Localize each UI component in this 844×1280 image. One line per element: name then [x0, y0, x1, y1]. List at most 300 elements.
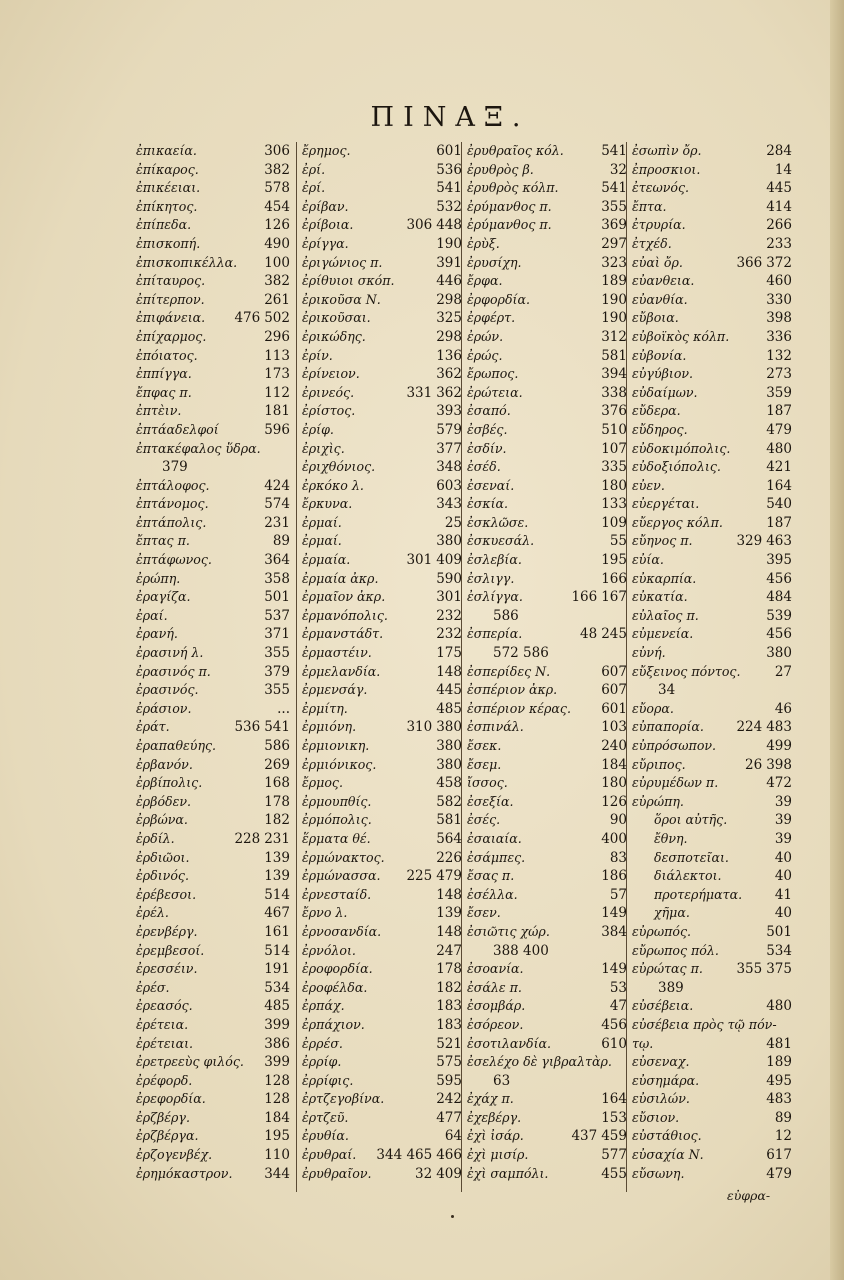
entry-page-number: 603: [436, 477, 462, 494]
entry-term: ἐρανή.: [136, 626, 178, 642]
index-entry: [302, 588, 462, 607]
entry-term: ἐρί.: [302, 161, 326, 177]
entry-page-number: 338: [601, 384, 627, 401]
entry-term: ἔπτας π.: [136, 533, 190, 549]
entry-term: ἐριγώνιος π.: [302, 254, 383, 270]
entry-term: ἐπροσκιοι.: [632, 161, 701, 177]
index-entry: [632, 272, 792, 291]
entry-page-number: 323: [601, 254, 627, 271]
entry-term: ἐρέβεσοι.: [136, 886, 197, 902]
index-entry: [302, 867, 462, 886]
index-entry: [632, 198, 792, 217]
index-entry: [302, 1146, 462, 1165]
index-entry: [632, 458, 792, 477]
entry-extra-page: 366: [736, 254, 763, 271]
entry-term: εὐανθεια.: [632, 273, 695, 289]
entry-page-number: 380: [436, 719, 462, 736]
index-entry: [467, 923, 627, 942]
entry-page-number: 479: [436, 868, 462, 885]
entry-page-number: 541: [601, 143, 627, 159]
index-entry: [302, 142, 462, 161]
entry-page-number: 534: [264, 979, 290, 996]
entry-term: εὐπρόσωπον.: [632, 738, 717, 753]
index-entry: [467, 161, 627, 180]
index-entry: [632, 440, 792, 459]
index-entry: [632, 402, 792, 421]
entry-page-number: 336: [766, 328, 792, 345]
entry-term: ἐσοανία.: [467, 961, 524, 977]
index-entry: [632, 142, 792, 161]
entry-term: ἐσκυεσάλ.: [467, 533, 535, 549]
entry-term: ἐρπάχ.: [302, 998, 345, 1014]
entry-term: ἔσεμ.: [467, 756, 502, 772]
entry-term: ἐρμώνακτος.: [302, 849, 385, 865]
entry-page-number: 380: [436, 756, 462, 773]
entry-term: ἔπφας π.: [136, 384, 192, 400]
entry-page-number: 581: [601, 347, 627, 364]
entry-page-number: 596: [264, 421, 290, 438]
entry-page-number: 139: [264, 849, 290, 866]
entry-page-number: 240: [601, 738, 627, 754]
entry-page-number: 195: [264, 1128, 290, 1145]
entry-term: ἐσλίγγα.: [467, 589, 523, 605]
index-entry: [136, 440, 290, 459]
entry-page-number: 112: [264, 384, 290, 401]
index-entry: [467, 328, 627, 347]
entry-page-number: 380: [436, 738, 462, 754]
entry-term: ἔρφα.: [467, 273, 503, 289]
entry-page-number: 391: [436, 254, 462, 271]
index-entry: [302, 718, 462, 737]
entry-term: εὐστάθιος.: [632, 1128, 702, 1144]
index-entry: [632, 495, 792, 514]
index-entry: [136, 1035, 290, 1054]
entry-term: ἴσσος.: [467, 775, 508, 791]
index-entry: [467, 1109, 627, 1128]
index-entry: [467, 793, 627, 812]
index-entry: [467, 514, 627, 533]
index-entry: [467, 644, 627, 663]
entry-term: ἐραγίζα.: [136, 589, 191, 605]
entry-page-number: 355: [264, 682, 290, 699]
entry-page-number: 364: [264, 552, 290, 569]
entry-page-number: 184: [264, 1109, 290, 1126]
entry-extra-page: 310: [406, 719, 433, 736]
entry-term: ἐρμελανδία.: [302, 663, 381, 679]
index-entry: [467, 849, 627, 868]
entry-term: ἐρύμανθος π.: [467, 217, 552, 233]
index-entry: [302, 570, 462, 589]
index-entry: [302, 198, 462, 217]
index-entry: [136, 1072, 290, 1091]
entry-term: ἐπιφάνεια.: [136, 310, 206, 326]
ink-dot: [451, 1215, 454, 1218]
index-entry: [136, 942, 290, 961]
index-entry: [632, 179, 792, 198]
index-entry: [632, 774, 792, 793]
index-entry: [467, 997, 627, 1016]
index-entry: [136, 198, 290, 217]
index-entry: [467, 291, 627, 310]
index-entry: [632, 625, 792, 644]
index-entry: [632, 867, 792, 886]
entry-page-number: 421: [766, 459, 792, 476]
entry-term: ἔπτα.: [632, 198, 667, 214]
entry-term: ἐρζβέργα.: [136, 1128, 199, 1144]
index-entry: [467, 440, 627, 459]
entry-page-number: 384: [601, 923, 627, 940]
entry-term: ἐπίτερπον.: [136, 291, 205, 307]
entry-page-number: 245: [601, 626, 627, 643]
entry-page-number: 409: [436, 1165, 462, 1182]
index-entry: [136, 1053, 290, 1072]
index-entry: [632, 365, 792, 384]
index-entry: [136, 849, 290, 868]
entry-page-number: 399: [264, 1016, 290, 1033]
entry-term: ἐρφορδία.: [467, 291, 530, 307]
entry-term: εὐκαρπία.: [632, 570, 697, 586]
entry-term: ἐπτακέφαλος ὕδρα.: [136, 440, 261, 456]
index-entry: [302, 495, 462, 514]
index-entry: [302, 365, 462, 384]
entry-term: ἐσές.: [467, 812, 501, 828]
index-entry: [136, 495, 290, 514]
entry-term: εὐσημάρα.: [632, 1072, 700, 1088]
index-entry: [632, 644, 792, 663]
index-entry: [136, 960, 290, 979]
entry-term: ἐσπινάλ.: [467, 719, 524, 735]
entry-page-number: 577: [601, 1147, 627, 1164]
entry-page-number: 395: [766, 552, 792, 569]
entry-term: ἐρμαστέιν.: [302, 645, 372, 661]
entry-page-number: 359: [766, 384, 792, 401]
entry-term: ἐρβώνα.: [136, 812, 188, 828]
index-entry: [302, 477, 462, 496]
entry-term: ἐχὶ μισίρ.: [467, 1147, 529, 1163]
entry-extra-page: 48: [580, 626, 598, 643]
entry-term: ἐσλιγγ.: [467, 570, 515, 586]
index-entry: [467, 198, 627, 217]
index-entry: [136, 570, 290, 589]
entry-page-number: 477: [436, 1109, 462, 1126]
entry-page-number: 400: [601, 830, 627, 847]
entry-page-number: 153: [601, 1109, 627, 1126]
index-entry: [302, 811, 462, 830]
entry-page-number: 167: [601, 589, 627, 606]
entry-term: ἐσαπό.: [467, 403, 511, 419]
entry-page-number: 231: [264, 514, 290, 531]
entry-page-number: 161: [264, 923, 290, 940]
entry-page-number: 355: [264, 645, 290, 662]
index-entry: [136, 607, 290, 626]
entry-term: ἐπικέειαι.: [136, 180, 201, 196]
entry-extra-page: 26: [745, 756, 763, 773]
index-entry: [136, 681, 290, 700]
entry-term: εὐνή.: [632, 645, 666, 661]
index-entry: [302, 923, 462, 942]
entry-page-number: 388 400: [493, 942, 549, 959]
entry-page-number: 454: [264, 198, 290, 215]
entry-term: ἐπόιατος.: [136, 347, 198, 363]
entry-term: διάλεκτοι.: [654, 868, 722, 884]
index-entry: [302, 328, 462, 347]
entry-extra-page: 225: [406, 868, 433, 885]
entry-page-number: 133: [601, 496, 627, 513]
entry-page-number: 455: [601, 1165, 627, 1182]
entry-term: ἔρμος.: [302, 775, 343, 791]
entry-term: ἐρημόκαστρον.: [136, 1165, 233, 1181]
index-entry: [467, 811, 627, 830]
entry-term: ἐρικοῦσα Ν.: [302, 291, 381, 307]
entry-term: ἐσεξία.: [467, 793, 514, 809]
index-entry: [467, 942, 627, 961]
index-entry: [302, 347, 462, 366]
index-entry: [467, 495, 627, 514]
entry-term: εὔηνος π.: [632, 533, 693, 549]
entry-term: ἐρίβαν.: [302, 198, 349, 214]
index-entry: [632, 1146, 792, 1165]
entry-term: ἐσαιαία.: [467, 830, 522, 846]
entry-page-number: 372: [766, 254, 792, 271]
entry-page-number: 532: [436, 198, 462, 215]
entry-page-number: 579: [436, 421, 462, 438]
entry-page-number: 182: [436, 979, 462, 996]
entry-page-number: 458: [436, 775, 462, 792]
entry-term: εὐσέβεια.: [632, 998, 694, 1014]
entry-term: ἐρίγγα.: [302, 235, 349, 251]
entry-page-number: 297: [601, 235, 627, 252]
entry-page-number: 139: [436, 905, 462, 922]
entry-page-number: 126: [264, 217, 290, 234]
entry-term: ἐρδίλ.: [136, 830, 175, 846]
index-entry: [302, 458, 462, 477]
entry-page-number: 89: [774, 1109, 792, 1126]
entry-page-number: 298: [436, 291, 462, 308]
index-entry: [136, 588, 290, 607]
index-entry: [302, 700, 462, 719]
index-entry: [136, 514, 290, 533]
entry-term: εὔβοια.: [632, 310, 679, 326]
entry-page-number: 312: [601, 328, 627, 345]
entry-term: ἐρασινός π.: [136, 663, 211, 679]
index-entry: [302, 1109, 462, 1128]
entry-term: ἐρασινή λ.: [136, 645, 204, 661]
entry-page-number: 399: [264, 1054, 290, 1071]
entry-term: ἐρέφορδ.: [136, 1072, 193, 1088]
index-entry: [136, 793, 290, 812]
entry-term: ἐρικοῦσαι.: [302, 310, 371, 326]
index-entry: [632, 161, 792, 180]
entry-page-number: 330: [766, 291, 792, 308]
entry-page-number: 63: [493, 1072, 511, 1089]
entry-term: ἐρμαῖον ἀκρ.: [302, 589, 386, 605]
entry-page-number: 183: [436, 998, 462, 1015]
index-entry: [632, 1035, 792, 1054]
index-entry: [136, 291, 290, 310]
entry-page-number: 195: [601, 552, 627, 569]
entry-page-number: 47: [609, 998, 627, 1015]
entry-term: ἐρμιονικη.: [302, 738, 370, 753]
entry-term: ἐρίβοια.: [302, 217, 354, 233]
entry-term: ἐρέσ.: [136, 979, 170, 995]
entry-page-number: 495: [766, 1072, 792, 1089]
index-entry: [632, 718, 792, 737]
entry-page-number: 456: [766, 570, 792, 587]
entry-term: ἐρώτεια.: [467, 384, 523, 400]
entry-term: εὐβοϊκὸς κόλπ.: [632, 328, 730, 344]
index-entry: [136, 1146, 290, 1165]
entry-page-number: 362: [436, 384, 462, 401]
entry-page-number: 456: [766, 626, 792, 643]
index-entry: [467, 1146, 627, 1165]
index-entry: [302, 830, 462, 849]
entry-page-number: 39: [774, 830, 792, 847]
entry-page-number: 27: [774, 663, 792, 680]
index-entry: [467, 365, 627, 384]
index-entry: [136, 551, 290, 570]
entry-term: ἐπτάαδελφοί: [136, 421, 219, 437]
index-entry: [302, 551, 462, 570]
index-entry: [632, 1053, 792, 1072]
entry-extra-page: 228: [234, 830, 261, 847]
index-entry: [467, 663, 627, 682]
index-entry: [136, 867, 290, 886]
entry-extra-page: 301: [406, 552, 433, 569]
entry-page-number: 382: [264, 273, 290, 290]
index-entry: [632, 1109, 792, 1128]
index-entry: [632, 886, 792, 905]
entry-term: εὐσαχία Ν.: [632, 1147, 704, 1163]
index-entry: [467, 1016, 627, 1035]
index-entry: [632, 737, 792, 756]
index-entry: [467, 1053, 627, 1072]
index-entry: [467, 960, 627, 979]
entry-page-number: 379: [264, 663, 290, 680]
entry-page-number: ...: [277, 700, 290, 717]
entry-page-number: 181: [264, 403, 290, 420]
entry-extra-page: 355: [736, 961, 763, 978]
index-entry: [632, 681, 792, 700]
entry-term: ἐρμουπθίς.: [302, 793, 372, 809]
index-entry: [136, 756, 290, 775]
index-entry: [302, 1053, 462, 1072]
entry-page-number: 64: [444, 1128, 462, 1145]
entry-page-number: 601: [601, 700, 627, 717]
entry-page-number: 484: [766, 589, 792, 606]
index-entry: [467, 551, 627, 570]
index-entry: [302, 904, 462, 923]
index-entry: [467, 607, 627, 626]
entry-page-number: 479: [766, 1165, 792, 1182]
index-entry: [136, 216, 290, 235]
entry-term: ἐρζογενβέχ.: [136, 1147, 213, 1163]
entry-term: ἐχὶ ἰσάρ.: [467, 1128, 524, 1144]
index-entry: [632, 1165, 792, 1184]
index-entry: [467, 1090, 627, 1109]
entry-page-number: 175: [436, 645, 462, 662]
index-entry: [302, 644, 462, 663]
entry-term: ἐπισκοπή.: [136, 235, 201, 251]
index-entry: [136, 421, 290, 440]
entry-page-number: 460: [766, 273, 792, 290]
entry-page-number: 564: [436, 830, 462, 847]
entry-page-number: 12: [774, 1128, 792, 1145]
entry-term: ἐραπαθεύης.: [136, 738, 217, 753]
entry-term: εὐδαίμων.: [632, 384, 698, 400]
index-entry: [136, 904, 290, 923]
entry-term: ἐρεμβεσοί.: [136, 942, 205, 958]
index-entry: [467, 309, 627, 328]
entry-term: ἐχάχ π.: [467, 1091, 514, 1107]
entry-page-number: 148: [436, 886, 462, 903]
catchword: εὐφρα-: [727, 1188, 771, 1203]
entry-term: εὐανθία.: [632, 291, 688, 307]
index-entry: [302, 402, 462, 421]
entry-term: ἐρέτειαι.: [136, 1035, 194, 1051]
entry-term: ἐρὺξ.: [467, 235, 500, 251]
index-entry: [136, 737, 290, 756]
entry-term: ἐρμαία ἀκρ.: [302, 570, 379, 586]
entry-page-number: 409: [436, 552, 462, 569]
index-column-3: [467, 142, 627, 1183]
index-entry: [467, 179, 627, 198]
entry-term: ἐρμανστάδτ.: [302, 626, 384, 642]
entry-page-number: 501: [264, 589, 290, 606]
index-entry: [632, 384, 792, 403]
entry-page-number: 398: [766, 310, 792, 327]
entry-term: χῆμα.: [654, 905, 690, 921]
entry-page-number: 371: [264, 626, 290, 643]
entry-page-number: 380: [436, 533, 462, 550]
entry-term: ἐσβές.: [467, 421, 508, 437]
entry-page-number: 149: [601, 905, 627, 922]
entry-page-number: 100: [264, 254, 290, 271]
entry-page-number: 445: [436, 682, 462, 699]
entry-term: ἐριχθόνιος.: [302, 459, 376, 475]
entry-term: ἔσας π.: [467, 868, 515, 884]
entry-term: ἐπίταυρος.: [136, 273, 206, 289]
entry-term: ἐππίγγα.: [136, 366, 192, 382]
entry-page-number: 180: [601, 477, 627, 494]
index-entry: [467, 421, 627, 440]
entry-term: ἔθνη.: [654, 830, 688, 846]
index-entry: [467, 681, 627, 700]
entry-page-number: 534: [766, 942, 792, 959]
entry-term: ἐρπάχιον.: [302, 1016, 365, 1032]
entry-page-number: 232: [436, 626, 462, 643]
index-entry: [302, 235, 462, 254]
entry-term: εὔρωπος πόλ.: [632, 942, 719, 958]
entry-term: ἐτχέδ.: [632, 235, 672, 251]
entry-page-number: 14: [774, 161, 792, 178]
index-entry: [632, 904, 792, 923]
entry-term: ἐρτζεῦ.: [302, 1109, 349, 1125]
index-entry: [467, 979, 627, 998]
entry-page-number: 456: [601, 1016, 627, 1033]
entry-page-number: 514: [264, 942, 290, 959]
entry-term: εὐσεναχ.: [632, 1054, 690, 1070]
entry-term: ἐρμόπολις.: [302, 812, 372, 828]
index-entry: [136, 1127, 290, 1146]
entry-term: ἐρεφορδία.: [136, 1091, 206, 1107]
entry-page-number: 273: [766, 366, 792, 383]
entry-page-number: 55: [609, 533, 627, 550]
entry-extra-page: 32: [415, 1165, 433, 1182]
entry-page-number: 590: [436, 570, 462, 587]
entry-term: ἐρβίπολις.: [136, 775, 203, 791]
index-entry: [302, 737, 462, 756]
entry-page-number: 90: [609, 812, 627, 829]
